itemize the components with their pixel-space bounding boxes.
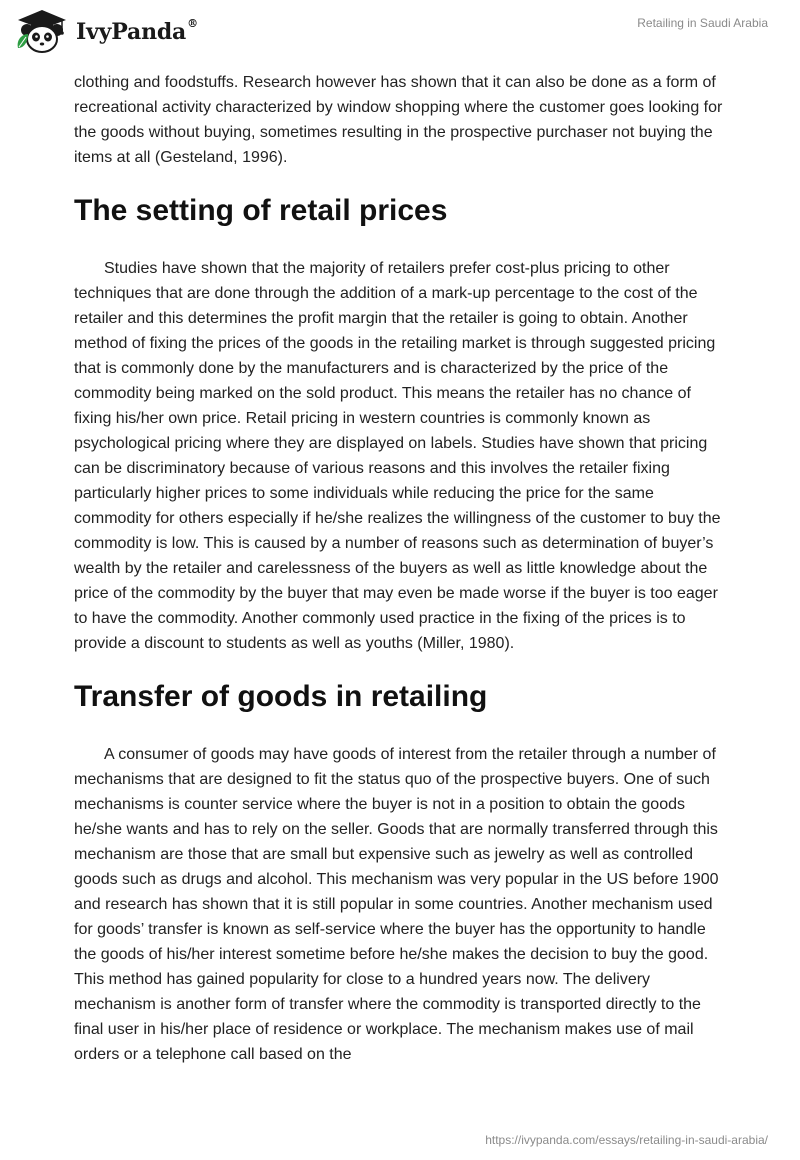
registered-mark: ®: [187, 17, 198, 30]
essay-content: [74, 70, 728, 1067]
page-header: [0, 0, 800, 62]
retail-prices-paragraph: Studies have shown that the majority of retailers prefer cost-plus pricing to other techniques that are done through the addition of a mark-up percentage to the cost of the retailer and this determines the profit margin that the retailer is going to obtain. Another method of fixing the prices of the goods in the retailing market is through suggested pricing that is commonly done by the manufacturers and is characterized by the price of the commodity being marked on the sold product. This means the retailer has no chance of fixing his/her own price. Retail pricing in western countries is commonly known as psychological pricing where they are displayed on labels. Studies have shown that pricing can be discriminatory because of various reasons and this involves the retailer fixing particularly higher prices to some individuals while reducing the price for the same commodity for others especially if he/she realizes the willingness of the customer to buy the commodity is low. This is caused by a number of reasons such as determination of buyer’s wealth by the retailer and carelessness of the buyers as well as little knowledge about the price of the commodity by the buyer that may even be made worse if the buyer is too eager to have the commodity. Another commonly used practice in the fixing of the prices is to provide a discount to students as well as youths (Miller, 1980).: [74, 260, 721, 652]
ivypanda-logo[interactable]: [14, 8, 198, 54]
document-title: Retailing in Saudi Arabia: [637, 16, 768, 30]
source-url-link[interactable]: https://ivypanda.com/essays/retailing-in-saudi-arabia/: [485, 1133, 768, 1147]
section-heading-transfer-of-goods: Transfer of goods in retailing: [74, 680, 488, 713]
panda-graduate-icon: [14, 8, 70, 54]
brand-name: IvyPanda®: [76, 17, 198, 45]
section-heading-retail-prices: The setting of retail prices: [74, 194, 448, 227]
transfer-of-goods-paragraph: A consumer of goods may have goods of interest from the retailer through a number of mechanisms that are designed to fit the status quo of the prospective buyers. One of such mechanisms is counter service where the buyer is not in a position to obtain the goods he/she wants and has to rely on the seller. Goods that are normally transferred through this mechanism are those that are small but expensive such as jewelry as well as controlled goods such as drugs and alcohol. This mechanism was very popular in the US before 1900 and research has shown that it is still popular in some countries. Another mechanism used for goods’ transfer is known as self-service where the buyer has the opportunity to handle the goods of his/her interest sometime before he/she makes the decision to buy the good. This method has gained popularity for close to a hundred years now. The delivery mechanism is another form of transfer where the commodity is transported directly to the final user in his/her place of residence or workplace. The mechanism makes use of mail orders or a telephone call based on the: [74, 746, 719, 1063]
intro-paragraph: clothing and foodstuffs. Research however has shown that it can also be done as a form of recreational activity characterized by window shopping where the customer goes looking for the goods without buying, sometimes resulting in the prospective purchaser not buying the items at all (Gesteland, 1996).: [74, 74, 723, 166]
